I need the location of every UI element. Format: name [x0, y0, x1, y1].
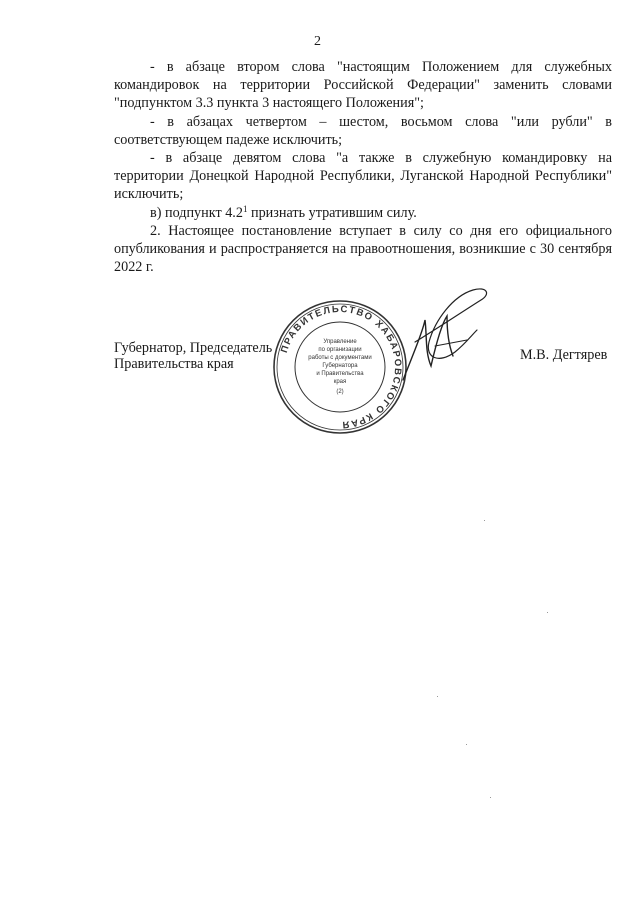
signatory-name: М.В. Дегтярев [520, 347, 608, 363]
signatory-position-line-1: Губернатор, Председатель [114, 340, 273, 356]
paragraph-1: - в абзаце втором слова "настоящим Положением для служебных командировок на территории Российской Федерации" заменить словами "подпунктом 3.3 пункта 3 настоящего Положения"; [114, 59, 612, 112]
stamp-line-5: и Правительства [316, 371, 364, 377]
scan-speck [547, 612, 548, 613]
stamp-line-1: Управление [323, 339, 357, 345]
subpoint-paragraph [114, 204, 612, 222]
scan-speck [437, 696, 438, 697]
stamp-line-6: края [333, 379, 347, 385]
subpoint-superscript: 1 [242, 203, 248, 214]
stamp-line-2: по организации [318, 347, 362, 353]
signatory-position-line-2: Правительства края [114, 356, 234, 372]
scan-speck [484, 520, 485, 521]
stamp-ring-text: ПРАВИТЕЛЬСТВО ХАБАРОВСКОГО КРАЯ [278, 303, 404, 431]
handwritten-signature [395, 280, 495, 390]
document-body [114, 58, 612, 276]
final-paragraph: 2. Настоящее постановление вступает в силу со дня его официального опубликования и распространяется на правоотношения, возникшие с 30 сентября 2022 г. [114, 222, 612, 276]
page-number: 2 [314, 34, 321, 49]
official-stamp [270, 297, 410, 437]
stamp-line-4: Губернатора [322, 363, 358, 369]
scan-speck [466, 744, 467, 745]
stamp-line-3: работы с документами [308, 355, 372, 361]
paragraph-2: - в абзацах четвертом – шестом, восьмом слова "или рубли" в соответствующем падеже исключить; [114, 113, 612, 148]
scan-speck [490, 797, 491, 798]
subpoint-prefix: в) подпункт 4.2 [150, 204, 243, 221]
paragraph-3: - в абзаце девятом слова "а также в служебную командировку на территории Донецкой Народной Республики, Луганской Народной Республики" исключить; [114, 150, 612, 203]
signatory-position [114, 340, 272, 372]
stamp-line-7: (2) [336, 389, 344, 395]
subpoint-suffix: признать утратившим силу. [247, 204, 417, 221]
